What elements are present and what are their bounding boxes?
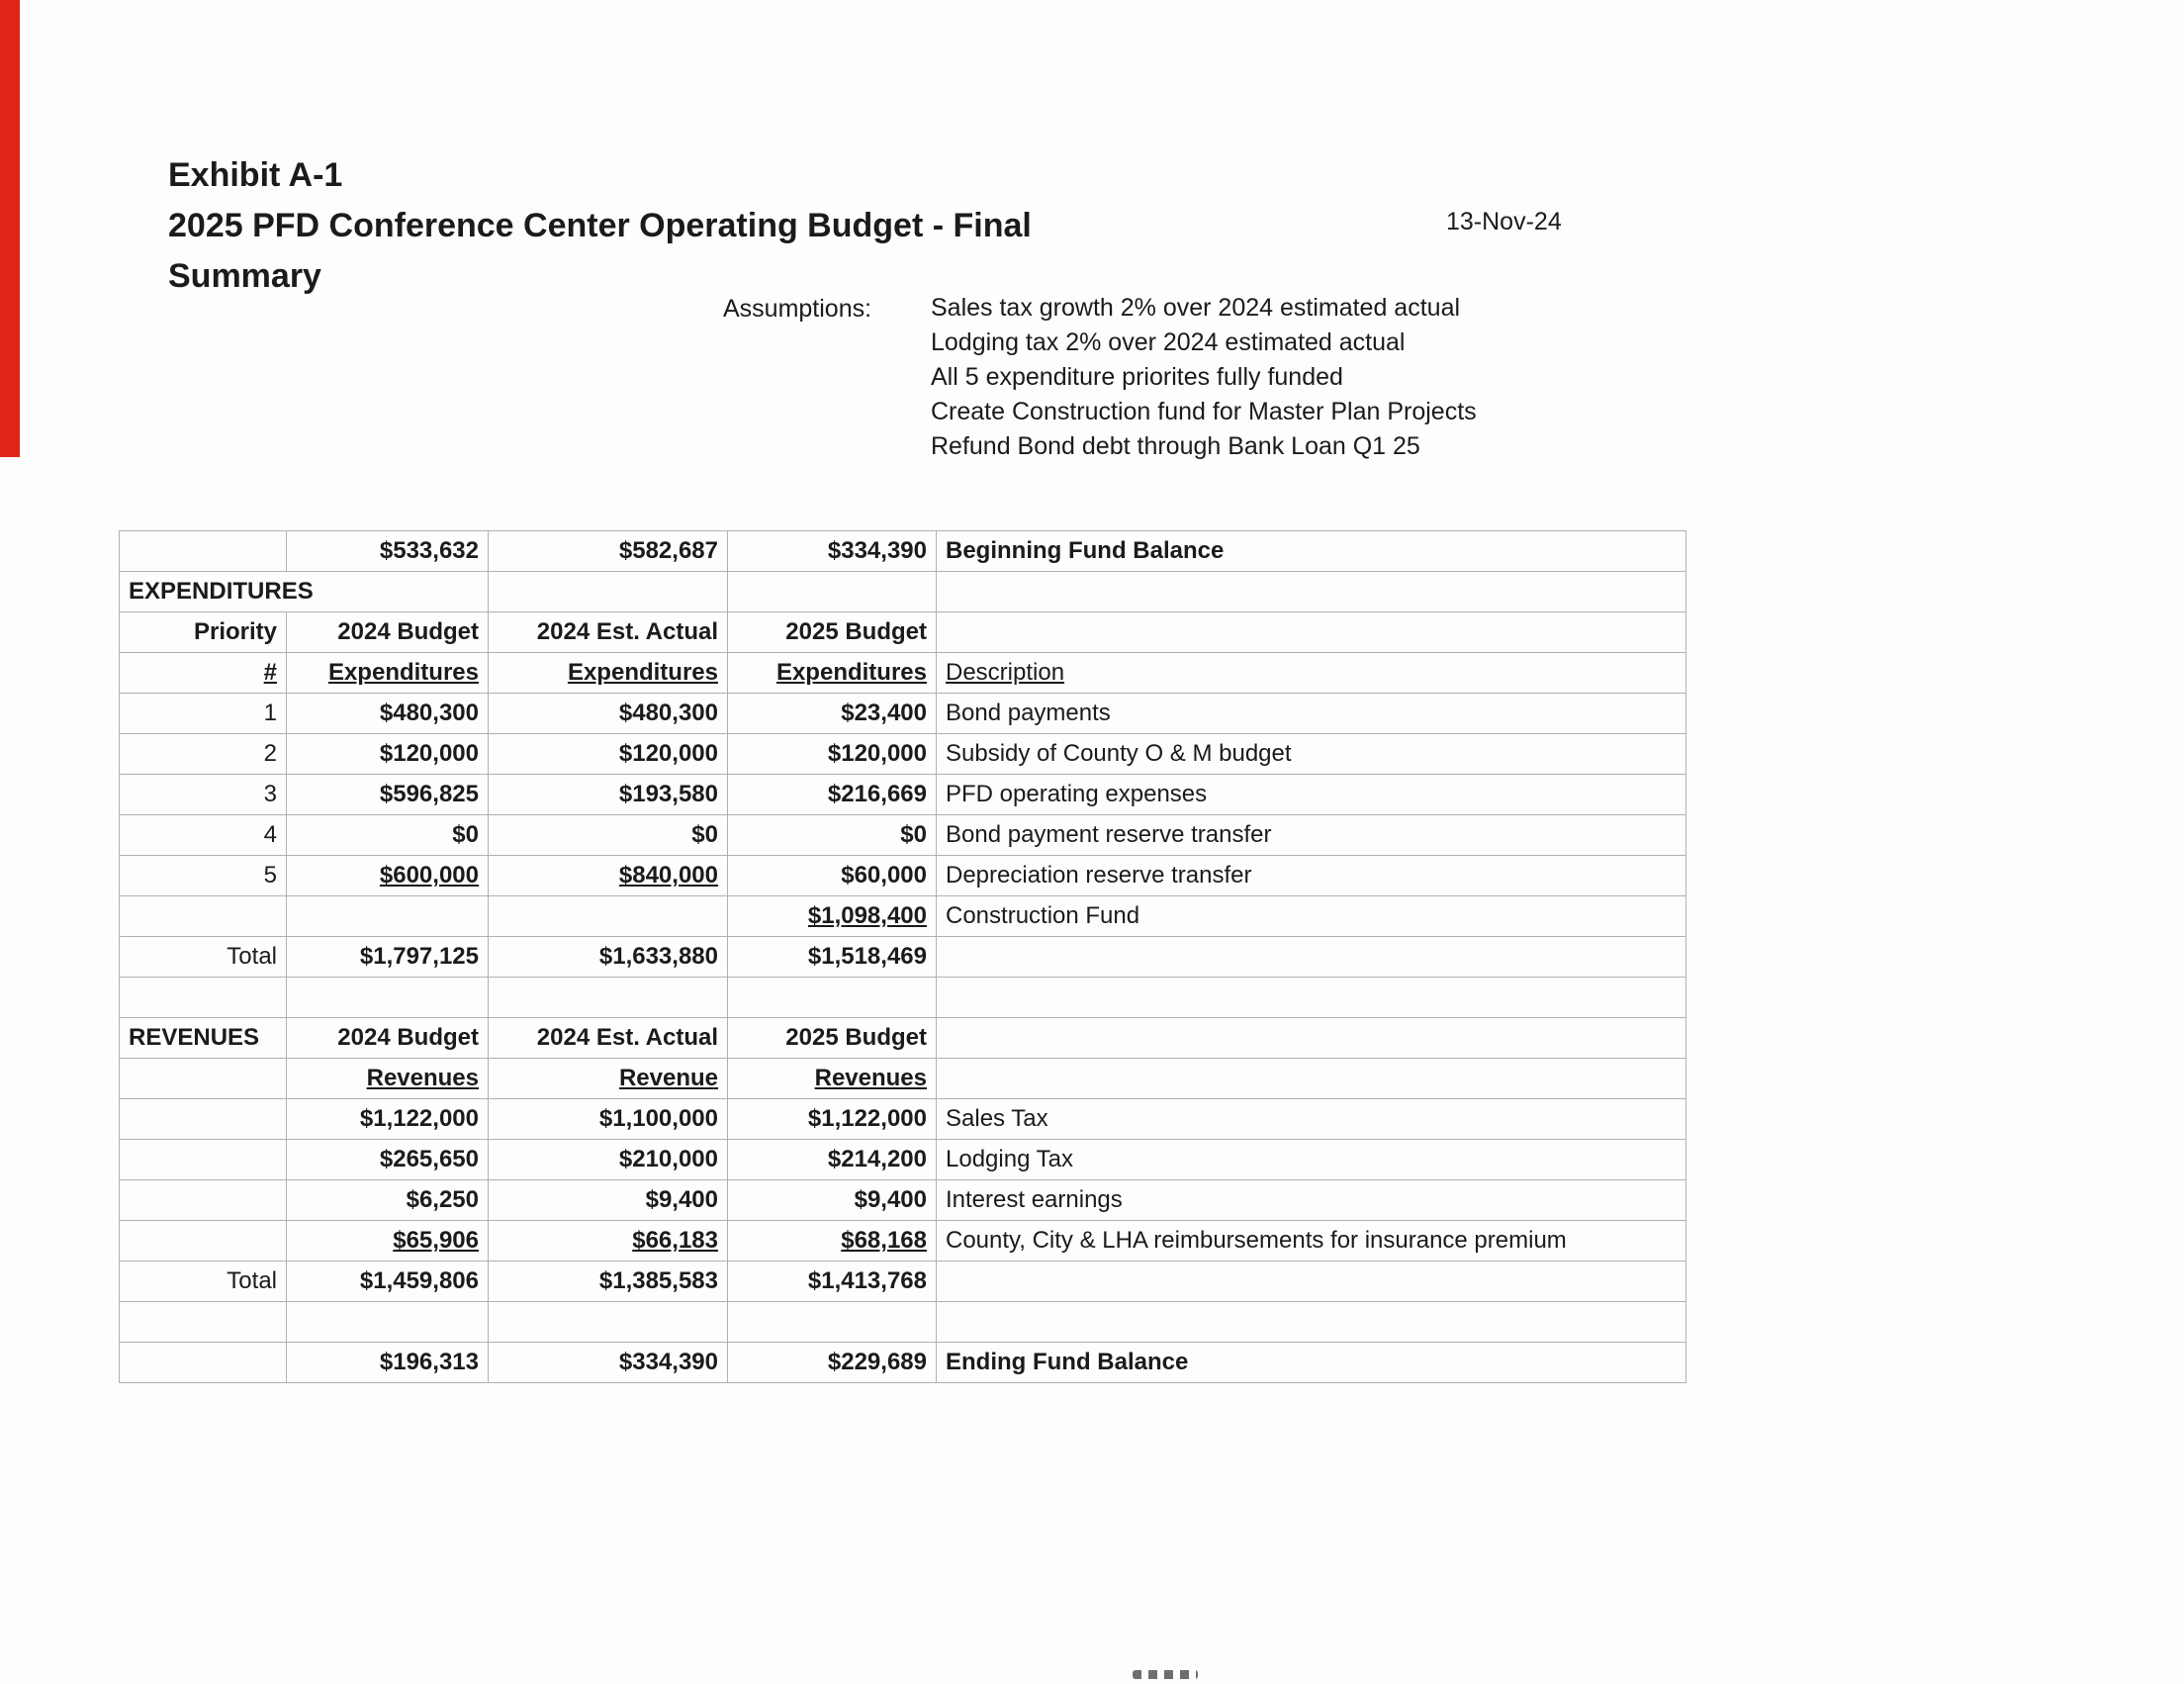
title-line-3: Summary [168,257,321,295]
column-header-cell: 2024 Est. Actual [489,612,728,653]
value-cell: $214,200 [728,1140,937,1180]
empty-cell [937,1059,1686,1099]
empty-cell [489,572,728,612]
description-cell: Lodging Tax [937,1140,1686,1180]
value-cell: $1,518,469 [728,937,937,978]
value-cell: $600,000 [287,856,489,896]
row-label-cell: Ending Fund Balance [937,1343,1686,1383]
value-cell: $60,000 [728,856,937,896]
assumption-item: Sales tax growth 2% over 2024 estimated actual [931,294,1461,322]
value-cell: $596,825 [287,775,489,815]
column-header-cell: 2025 Budget [728,1018,937,1059]
expenditures-section-row [120,572,1686,612]
description-cell: Sales Tax [937,1099,1686,1140]
column-header-cell: 2024 Budget [287,612,489,653]
assumptions-label: Assumptions: [723,295,872,323]
value-cell: $1,633,880 [489,937,728,978]
empty-cell [120,1343,287,1383]
value-cell: $0 [489,815,728,856]
column-header-cell: 2025 Budget [728,612,937,653]
value-cell: $23,400 [728,694,937,734]
value-cell: $196,313 [287,1343,489,1383]
assumption-item: Refund Bond debt through Bank Loan Q1 25 [931,432,1420,460]
revenues-subheader-row [120,1059,1686,1099]
value-cell: $66,183 [489,1221,728,1262]
value-cell: $1,098,400 [728,896,937,937]
empty-cell [728,572,937,612]
document-title [168,150,1032,302]
value-cell: $1,100,000 [489,1099,728,1140]
empty-cell [937,572,1686,612]
expenditure-row [120,694,1686,734]
value-cell: $6,250 [287,1180,489,1221]
expenditure-row [120,856,1686,896]
empty-cell [120,1221,287,1262]
title-line-1: Exhibit A-1 [168,156,343,194]
column-header-cell: 2024 Budget [287,1018,489,1059]
value-cell: $0 [728,815,937,856]
scan-artifact-red-stripe [0,0,20,457]
expenditures-subheader-row [120,653,1686,694]
value-cell: $0 [287,815,489,856]
description-cell: County, City & LHA reimbursements for insurance premium [937,1221,1686,1262]
ending-fund-balance-row [120,1343,1686,1383]
expenditure-row [120,815,1686,856]
scan-artifact-smudge [1133,1670,1198,1679]
value-cell: $265,650 [287,1140,489,1180]
value-cell: $533,632 [287,531,489,572]
value-cell: $1,459,806 [287,1262,489,1302]
column-header-cell: Expenditures [489,653,728,694]
value-cell: $229,689 [728,1343,937,1383]
value-cell: $1,797,125 [287,937,489,978]
value-cell: $1,413,768 [728,1262,937,1302]
revenue-row [120,1099,1686,1140]
revenue-row [120,1221,1686,1262]
document-date: 13-Nov-24 [1446,208,1562,235]
priority-cell: 1 [120,694,287,734]
value-cell: $480,300 [287,694,489,734]
priority-cell: 4 [120,815,287,856]
assumption-item: Lodging tax 2% over 2024 estimated actual [931,328,1406,356]
empty-cell [728,1302,937,1343]
empty-cell [120,1059,287,1099]
value-cell: $1,122,000 [728,1099,937,1140]
column-header-cell: Priority [120,612,287,653]
column-header-cell: Description [937,653,1686,694]
empty-cell [287,896,489,937]
priority-cell: 2 [120,734,287,775]
construction-fund-row [120,896,1686,937]
value-cell: $582,687 [489,531,728,572]
priority-cell: 5 [120,856,287,896]
column-header-cell: 2024 Est. Actual [489,1018,728,1059]
column-header-cell: Revenues [287,1059,489,1099]
revenues-header-row [120,1018,1686,1059]
spacer-row [120,1302,1686,1343]
value-cell: $120,000 [287,734,489,775]
total-label-cell: Total [120,1262,287,1302]
description-cell: Subsidy of County O & M budget [937,734,1686,775]
value-cell: $1,385,583 [489,1262,728,1302]
empty-cell [937,612,1686,653]
title-line-2: 2025 PFD Conference Center Operating Budget - Final [168,207,1032,244]
empty-cell [489,978,728,1018]
value-cell: $9,400 [489,1180,728,1221]
empty-cell [937,1302,1686,1343]
description-cell: Depreciation reserve transfer [937,856,1686,896]
assumption-item: All 5 expenditure priorites fully funded [931,363,1343,391]
description-cell: Interest earnings [937,1180,1686,1221]
budget-summary-table [119,530,1686,1383]
value-cell: $334,390 [728,531,937,572]
value-cell: $120,000 [489,734,728,775]
empty-cell [287,1302,489,1343]
empty-cell [120,896,287,937]
value-cell: $193,580 [489,775,728,815]
expenditures-header-row [120,612,1686,653]
value-cell: $65,906 [287,1221,489,1262]
empty-cell [728,978,937,1018]
empty-cell [120,1099,287,1140]
column-header-cell: # [120,653,287,694]
empty-cell [937,1018,1686,1059]
value-cell: $334,390 [489,1343,728,1383]
empty-cell [120,1140,287,1180]
empty-cell [489,896,728,937]
description-cell: PFD operating expenses [937,775,1686,815]
empty-cell [937,937,1686,978]
expenditures-total-row [120,937,1686,978]
expenditure-row [120,734,1686,775]
value-cell: $210,000 [489,1140,728,1180]
revenue-row [120,1140,1686,1180]
revenue-row [120,1180,1686,1221]
revenues-total-row [120,1262,1686,1302]
beginning-fund-balance-row [120,531,1686,572]
section-label-cell: EXPENDITURES [120,572,489,612]
value-cell: $480,300 [489,694,728,734]
expenditure-row [120,775,1686,815]
value-cell: $840,000 [489,856,728,896]
value-cell: $120,000 [728,734,937,775]
empty-cell [120,978,287,1018]
value-cell: $9,400 [728,1180,937,1221]
row-label-cell: Beginning Fund Balance [937,531,1686,572]
description-cell: Bond payment reserve transfer [937,815,1686,856]
value-cell: $1,122,000 [287,1099,489,1140]
section-label-cell: REVENUES [120,1018,287,1059]
value-cell: $68,168 [728,1221,937,1262]
priority-cell: 3 [120,775,287,815]
value-cell: $216,669 [728,775,937,815]
empty-cell [489,1302,728,1343]
empty-cell [937,978,1686,1018]
total-label-cell: Total [120,937,287,978]
spacer-row [120,978,1686,1018]
empty-cell [287,978,489,1018]
empty-cell [937,1262,1686,1302]
column-header-cell: Revenue [489,1059,728,1099]
column-header-cell: Revenues [728,1059,937,1099]
empty-cell [120,1180,287,1221]
empty-cell [120,1302,287,1343]
assumptions-list [931,291,1477,464]
assumption-item: Create Construction fund for Master Plan Projects [931,398,1477,425]
empty-cell [120,531,287,572]
column-header-cell: Expenditures [287,653,489,694]
description-cell: Bond payments [937,694,1686,734]
column-header-cell: Expenditures [728,653,937,694]
description-cell: Construction Fund [937,896,1686,937]
